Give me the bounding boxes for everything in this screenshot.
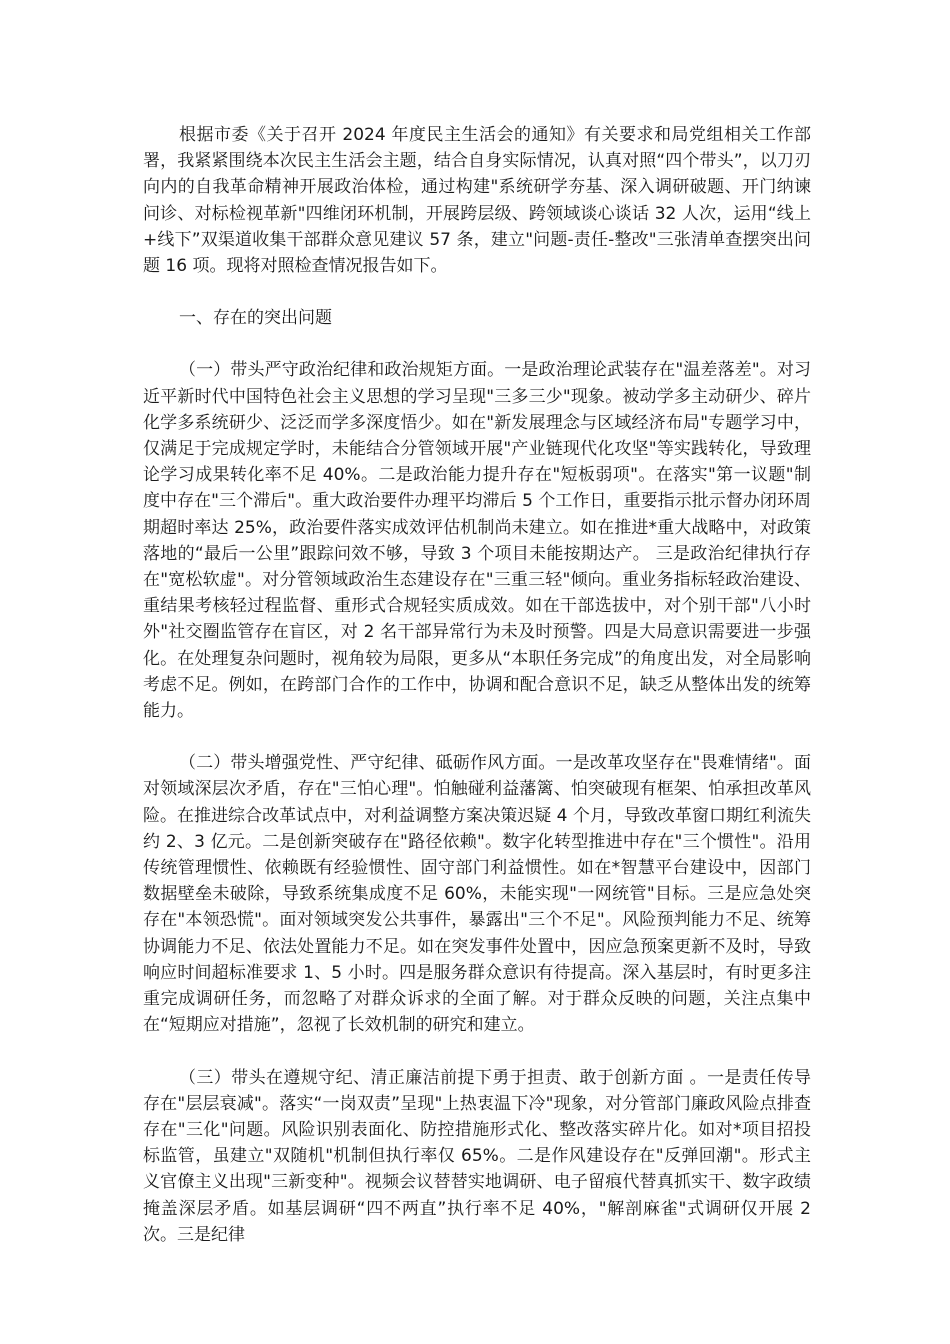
paragraph-spacer: [143, 331, 811, 357]
paragraph-spacer: [143, 724, 811, 750]
intro-paragraph: 根据市委《关于召开 2024 年度民主生活会的通知》有关要求和局党组相关工作部署，我紧紧围绕本次民主生活会主题，结合自身实际情况，认真对照“四个带头”，以刀刃向内的自我革命精神开展政治体检，通过构建"系统研学夯基、深入调研破题、开门纳谏问诊、对标检视革新"四维闭环机制，开展跨层级、跨领域谈心谈话 32 人次，运用“线上+线下”双渠道收集干部群众意见建议 57 条，建立"问题-责任-整改"三张清单查摆突出问题 16 项。现将对照检查情况报告如下。: [143, 125, 811, 277]
body-paragraph-1: （一）带头严守政治纪律和政治规矩方面。一是政治理论武装存在"温差落差"。对习近平新时代中国特色社会主义思想的学习呈现"三多三少"现象。被动学多主动研少、碎片化学多系统研少、泛泛而学多深度悟少。如在"新发展理念与区域经济布局"专题学习中，仅满足于完成规定学时，未能结合分管领域开展"产业链现代化攻坚"等实践转化，导致理论学习成果转化率不足 40%。二是政治能力提升存在"短板弱项"。在落实"第一议题"制度中存在"三个滞后"。重大政治要件办理平均滞后 5 个工作日，重要指示批示督办闭环周期超时率达 25%，政治要件落实成效评估机制尚未建立。如在推进*重大战略中，对政策落地的“最后一公里”跟踪问效不够，导致 3 个项目未能按期达产。 三是政治纪律执行存在"宽松软虚"。对分管领域政治生态建设存在"三重三轻"倾向。重业务指标轻政治建设、重结果考核轻过程监督、重形式合规轻实质成效。如在干部选拔中，对个别干部"八小时外"社交圈监管存在盲区，对 2 名干部异常行为未及时预警。四是大局意识需要进一步强化。在处理复杂问题时，视角较为局限，更多从“本职任务完成”的角度出发，对全局影响考虑不足。例如，在跨部门合作的工作中，协调和配合意识不足，缺乏从整体出发的统筹能力。: [143, 360, 811, 722]
body-paragraph-2: （二）带头增强党性、严守纪律、砥砺作风方面。一是改革攻坚存在"畏难情绪"。面对领域深层次矛盾，存在"三怕心理"。怕触碰利益藩篱、怕突破现有框架、怕承担改革风险。在推进综合改革试点中，对利益调整方案决策迟疑 4 个月，导致改革窗口期红利流失约 2、3 亿元。二是创新突破存在"路径依赖"。数字化转型推进中存在"三个惯性"。沿用传统管理惯性、依赖既有经验惯性、固守部门利益惯性。如在*智慧平台建设中，因部门数据壁垒未破除，导致系统集成度不足 60%，未能实现"一网统管"目标。三是应急处突存在"本领恐慌"。面对领域突发公共事件，暴露出"三个不足"。风险预判能力不足、统筹协调能力不足、依法处置能力不足。如在突发事件处置中，因应急预案更新不及时，导致响应时间超标准要求 1、5 小时。四是服务群众意识有待提高。深入基层时，有时更多注重完成调研任务，而忽略了对群众诉求的全面了解。对于群众反映的问题，关注点集中在“短期应对措施”，忽视了长效机制的研究和建立。: [143, 753, 811, 1036]
paragraph-spacer: [143, 279, 811, 305]
paragraph-spacer: [143, 1039, 811, 1065]
body-paragraph-3: （三）带头在遵规守纪、清正廉洁前提下勇于担责、敢于创新方面 。一是责任传导存在"层层衰减"。落实“一岗双责”呈现"上热衷温下冷"现象，对分管部门廉政风险点排查存在"三化"问题。风险识别表面化、防控措施形式化、整改落实碎片化。如对*项目招投标监管，虽建立"双随机"机制但执行率仅 65%。二是作风建设存在"反弹回潮"。形式主义官僚主义出现"三新变种"。视频会议替替实地调研、电子留痕代替真抓实干、数字政绩掩盖深层矛盾。如基层调研“四不两直”执行率不足 40%，"解剖麻雀"式调研仅开展 2 次。三是纪律: [143, 1067, 811, 1245]
section-heading: 一、存在的突出问题: [179, 308, 332, 329]
document-page: [143, 122, 811, 1248]
